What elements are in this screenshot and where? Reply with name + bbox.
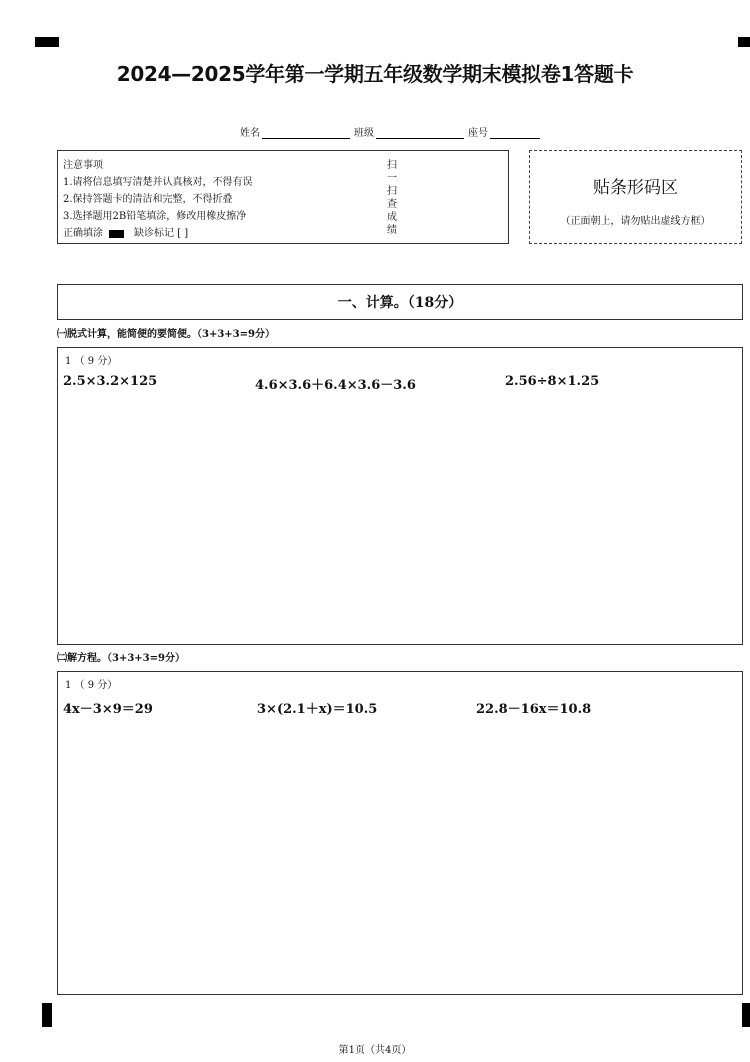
corner-mark-bottom-left [42,1003,52,1027]
part1-heading: ㈠脱式计算，能简便的要简便。（3+3+3=9分） [57,329,275,340]
corner-mark-bottom-right [742,1003,750,1027]
equation: 4x－3×9＝29 [63,702,153,717]
expression: 2.56÷8×1.25 [505,374,600,389]
notice-item: 1.请将信息填写清楚并认真核对，不得有误 [63,177,253,188]
points-label: 1 （ 9 分） [65,356,118,367]
notice-item: 2.保持答题卡的清洁和完整，不得折叠 [63,194,233,205]
fill-label: 正确填涂 [63,228,103,239]
section-heading: 一、计算。（18分） [57,284,743,320]
fill-example-row [63,225,253,242]
corner-mark-top-right [738,37,750,47]
scan-char: 成 [387,212,397,223]
class-label: 班级 [354,128,374,139]
part2-heading: ㈡解方程。（3+3+3=9分） [57,653,185,664]
corner-mark-top-left [35,37,59,47]
absent-label: 缺诊标记 [ ] [134,228,189,239]
scan-prompt [378,159,406,237]
answer-box-part2[interactable] [57,671,743,995]
seat-field[interactable] [490,128,540,139]
name-label: 姓名 [240,128,260,139]
filled-box-icon [109,230,124,238]
barcode-title: 贴条形码区 [593,178,678,198]
notice-heading: 注意事项 [63,160,103,171]
page-footer: 第1页（共4页） [338,1045,412,1056]
expression: 2.5×3.2×125 [63,374,158,389]
scan-char: 扫 [387,160,397,171]
scan-char: 扫 [387,186,397,197]
equation: 22.8－16x＝10.8 [476,702,592,717]
barcode-hint: （正面朝上，请勿贴出虚线方框） [560,216,711,227]
expression: 4.6×3.6＋6.4×3.6－3.6 [255,378,416,393]
name-field[interactable] [262,128,350,139]
page-title: 2024—2025学年第一学期五年级数学期末模拟卷1答题卡 [116,62,634,86]
barcode-area [529,150,742,244]
scan-char: 查 [387,199,397,210]
student-info-row [240,124,544,139]
equation: 3×(2.1＋x)＝10.5 [257,702,378,717]
notice-box [57,150,509,244]
scan-char: 绩 [387,225,397,236]
points-label: 1 （ 9 分） [65,680,118,691]
notice-item: 3.选择题用2B铅笔填涂，修改用橡皮擦净 [63,211,247,222]
answer-box-part1[interactable] [57,347,743,645]
seat-label: 座号 [468,128,488,139]
scan-char: 一 [387,173,397,184]
class-field[interactable] [376,128,464,139]
